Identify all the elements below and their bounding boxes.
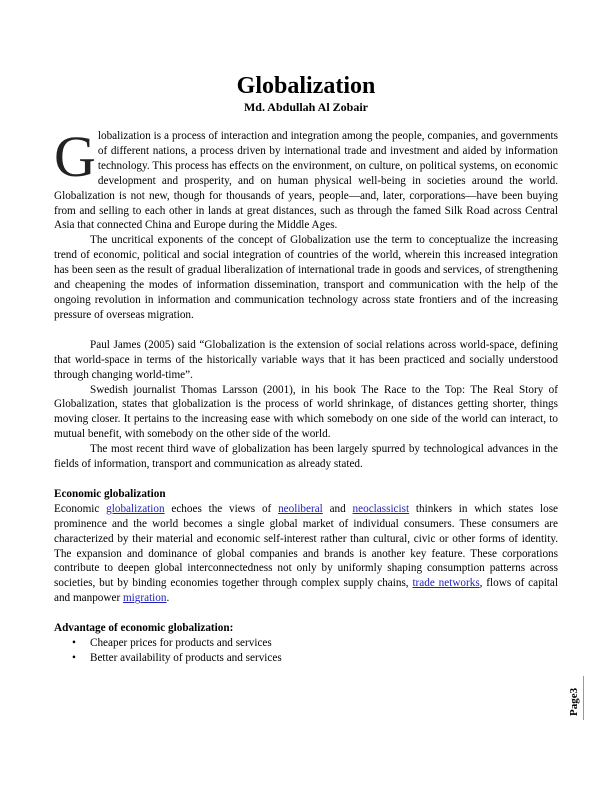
economic-text-5: , flows of capital and manpower <box>54 577 558 605</box>
advantage-heading: Advantage of economic globalization: <box>54 622 234 635</box>
economic-text-4: thinkers in which states lose prominence and the world becomes a single global market of individual consumers. These consumers are characterized by their material and economic self-interest rather than cultural, civic or other forms of identity. The expansion and dominance of global companies and brands is another key feature. These corporations contribute to deepen global interconnectedness not only by uniformly shaping consumption patterns across societies, but by binding economies together through complex supply chains, <box>54 502 559 590</box>
drop-cap: G <box>54 124 96 189</box>
page-number: Page3 <box>568 687 580 716</box>
economic-text-2: echoes the views of <box>164 502 279 515</box>
paragraph-paul-james: Paul James (2005) said “Globalization is the extension of social relations across world-space, defining that world-space in terms of the historically variable ways that it has been practiced and socially understood through changing world-time”. <box>54 338 558 381</box>
paragraph-third-wave: The most recent third wave of globalization has been largely spurred by technological advances in the fields of information, transport and communication as already stated. <box>54 443 558 471</box>
list-item: • Better availability of products and services <box>90 651 558 666</box>
link-neoliberal[interactable]: neoliberal <box>278 502 323 515</box>
paragraph-larsson: Swedish journalist Thomas Larsson (2001), in his book The Race to the Top: The Real Story of Globalization, states that globalization is the process of world shrinkage, of distances getting shorter, things moving closer. It pertains to the increasing ease with which somebody on one side of the world can interact, to mutual benefit, with somebody on the other side of the world. <box>54 383 558 441</box>
intro-text: lobalization is a process of interaction and integration among the people, companies, and governments of different nations, a process driven by international trade and investment and aided by information technology. This process has effects on the environment, on culture, on political systems, on economic development and prosperity, and on human physical well-being in societies around the world. Globalization is not new, though for thousands of years, people—and, later, corporations—have been buying from and selling to each other in lands at great distances, such as through the famed Silk Road across Central Asia that connected China and Europe during the Middle Ages. <box>54 130 558 232</box>
economic-text-6: . <box>166 592 170 605</box>
section-gap <box>54 472 558 487</box>
link-neoclassicist[interactable]: neoclassicist <box>352 502 410 515</box>
paragraph-exponents: The uncritical exponents of the concept of Globalization use the term to conceptualize the increasing trend of economic, political and social integration of countries of the world, wherein this increased integration has been seen as the result of gradual liberalization of international trade in goods and services, of strengthening and cheapening the modes of information dissemination, transport and communication with the help of the ongoing revolution in information and communication technology across state frontiers and of the increasing pressure of overseas migration. <box>54 234 558 321</box>
economic-text-3: and <box>322 502 353 515</box>
link-trade-networks[interactable]: trade networks <box>412 577 480 590</box>
list-item: • Cheaper prices for products and services <box>90 636 558 651</box>
intro-paragraph <box>54 124 558 233</box>
economic-paragraph <box>54 502 558 606</box>
document-body <box>54 124 559 666</box>
link-globalization[interactable]: globalization <box>106 502 165 515</box>
document-title: Globalization <box>236 73 376 99</box>
author-name: Md. Abdullah Al Zobair <box>243 100 369 114</box>
section-gap-2 <box>54 606 558 621</box>
link-migration[interactable]: migration <box>122 592 167 605</box>
economic-text-1: Economic <box>54 502 107 515</box>
advantage-list <box>54 636 558 666</box>
page-number-divider <box>583 676 584 720</box>
paragraph-gap <box>54 323 558 338</box>
economic-heading: Economic globalization <box>54 487 166 500</box>
